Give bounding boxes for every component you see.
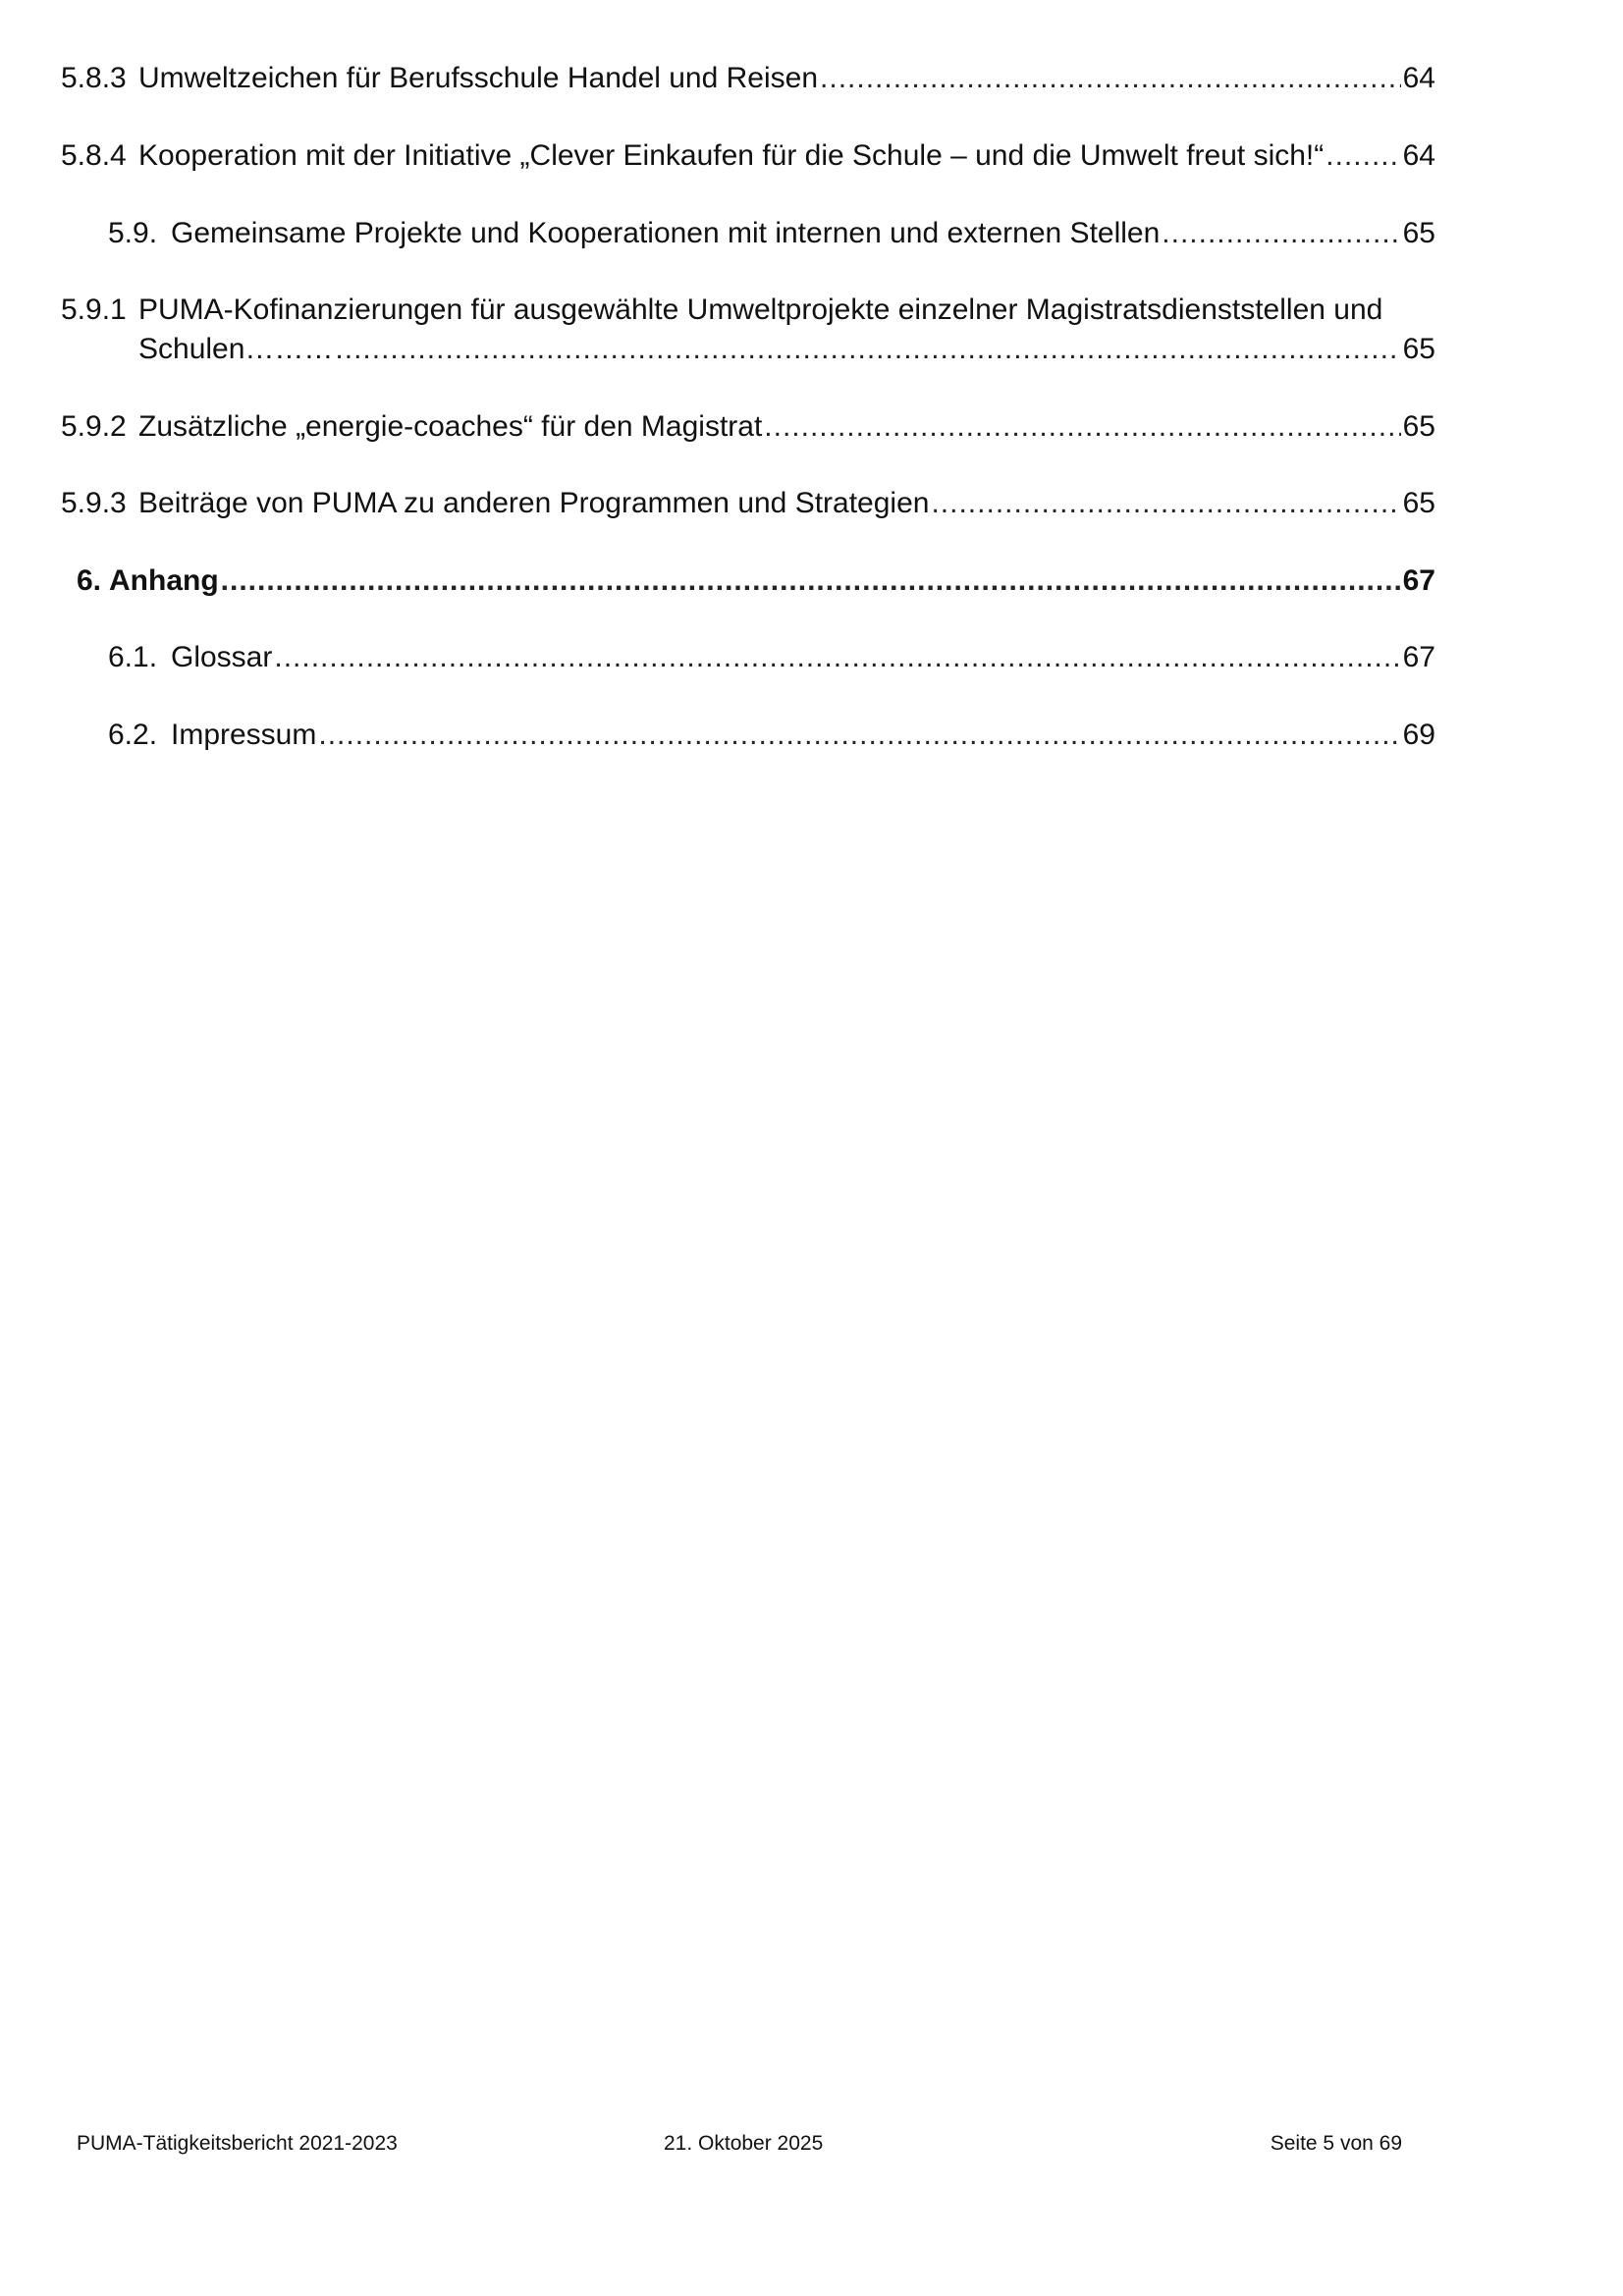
toc-entry-page: 64	[1402, 62, 1435, 94]
dot-leader	[221, 561, 1401, 601]
toc-entry-title: Impressum	[171, 719, 317, 751]
dot-leader	[274, 638, 1400, 677]
toc-entry-title: Anhang	[109, 564, 219, 597]
toc-entry-5-9-1[interactable]	[61, 291, 1435, 369]
toc-entry-title: Glossar	[171, 641, 273, 673]
toc-entry-page: 65	[1402, 333, 1435, 365]
toc-entry-number: 5.8.4	[61, 139, 127, 172]
toc-entry-title: Beiträge von PUMA zu anderen Programmen und Strategien	[138, 487, 930, 519]
toc-entry-title: Kooperation mit der Initiative „Clever Einkaufen für die Schule – und die Umwelt freut sich!“	[138, 139, 1325, 172]
dot-leader	[1325, 136, 1400, 176]
toc-entry-page: 69	[1402, 719, 1435, 751]
footer-page-number: Seite 5 von 69	[1270, 2132, 1402, 2155]
toc-entry-title: Gemeinsame Projekte und Kooperationen mit internen und externen Stellen	[171, 217, 1161, 249]
footer-date: 21. Oktober 2025	[664, 2132, 824, 2155]
toc-entry-number: 6.1.	[108, 641, 158, 673]
toc-entry-5-9-2[interactable]	[61, 407, 1435, 447]
footer-document-title: PUMA-Tätigkeitsbericht 2021-2023	[77, 2132, 398, 2155]
toc-entry-number: 5.9.2	[61, 410, 127, 443]
toc-entry-6[interactable]	[77, 561, 1435, 601]
toc-entry-title: Umweltzeichen für Berufsschule Handel und Reisen	[138, 62, 819, 94]
toc-entry-page: 67	[1402, 564, 1435, 597]
toc-entry-page: 65	[1402, 487, 1435, 519]
toc-entry-6-1[interactable]	[108, 638, 1435, 677]
toc-entry-page: 64	[1402, 139, 1435, 172]
toc-entry-title: PUMA-Kofinanzierungen für ausgewählte Umweltprojekte einzelner Magistratsdienststellen und	[138, 294, 1383, 326]
toc-entry-page: 65	[1402, 410, 1435, 443]
toc-entry-number: 5.9.3	[61, 487, 127, 519]
dot-leader	[1162, 214, 1400, 253]
dot-leader	[764, 407, 1400, 447]
toc-entry-number: 6.	[77, 564, 102, 597]
toc-entry-page: 65	[1402, 217, 1435, 249]
toc-entry-6-2[interactable]	[108, 716, 1435, 755]
dot-leader	[335, 330, 1400, 369]
toc-entry-5-8-4[interactable]	[61, 136, 1435, 176]
toc-entry-title-continued: Schulen………	[138, 333, 334, 365]
dot-leader	[931, 484, 1400, 523]
toc-entry-5-9[interactable]	[108, 214, 1435, 253]
toc-entry-title: Zusätzliche „energie-coaches“ für den Magistrat	[138, 410, 763, 443]
toc-entry-number: 5.9.	[108, 217, 158, 249]
toc-entry-number: 6.2.	[108, 719, 158, 751]
toc-entry-number: 5.8.3	[61, 62, 127, 94]
dot-leader	[820, 59, 1401, 98]
toc-entry-5-9-3[interactable]	[61, 484, 1435, 523]
dot-leader	[318, 716, 1400, 755]
toc-entry-number: 5.9.1	[61, 294, 127, 326]
toc-entry-page: 67	[1402, 641, 1435, 673]
toc-entry-5-8-3[interactable]	[61, 59, 1435, 98]
